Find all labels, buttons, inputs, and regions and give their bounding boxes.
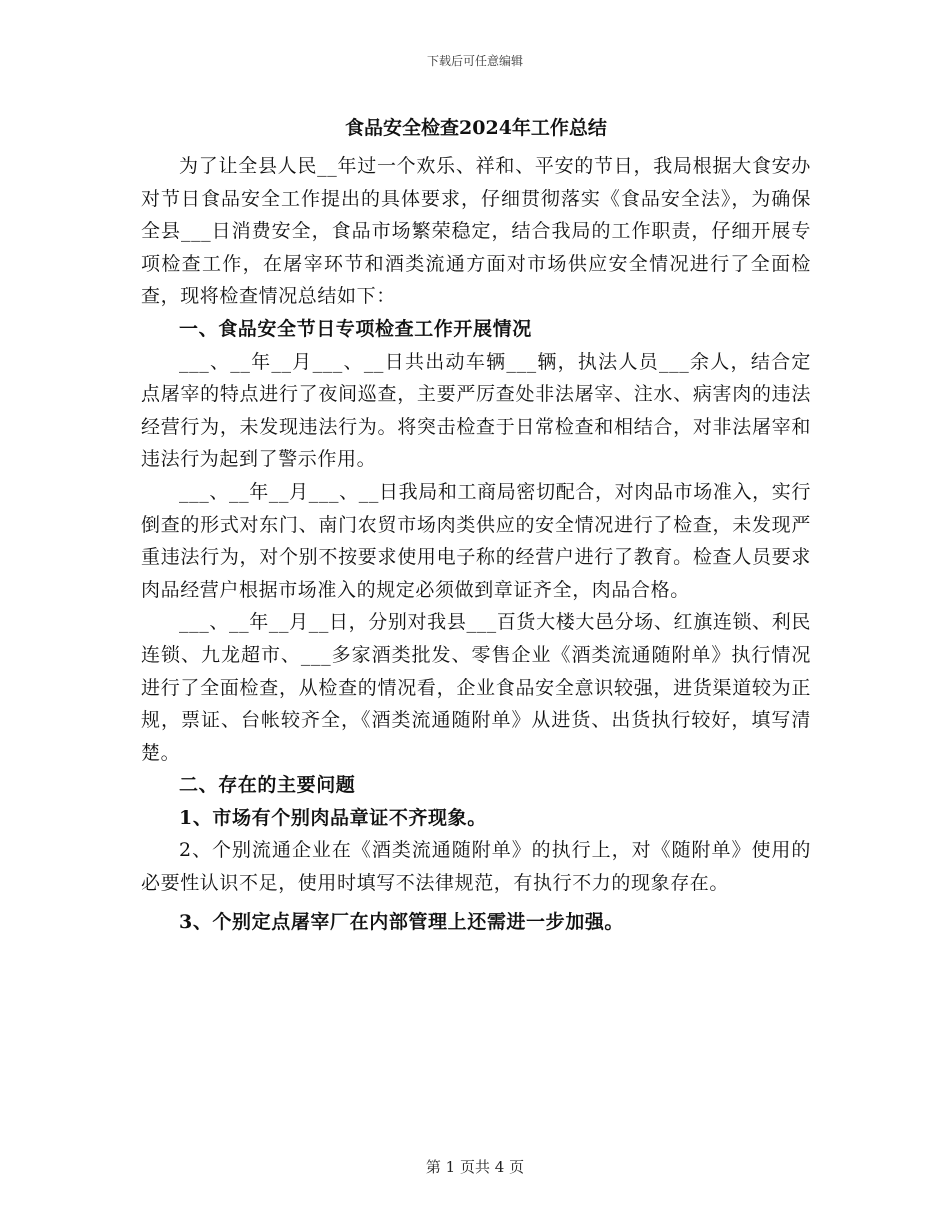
issue-2: 2、个别流通企业在《酒类流通随附单》的执行上，对《随附单》使用的必要性认识不足，使用时填写不法律规范，有执行不力的现象存在。: [141, 839, 811, 895]
intro-paragraph: 为了让全县人民__年过一个欢乐、祥和、平安的节日，我局根据大食安办对节日食品安全工作提出的具体要求，仔细贯彻落实《食品安全法》，为确保全县___日消费安全，食品市场繁荣稳定，结合我局的工作职责，仔细开展专项检查工作，在屠宰环节和酒类流通方面对市场供应安全情况进行了全面检查，现将检查情况总结如下：: [141, 155, 811, 308]
section-1-paragraph-3: ___、__年__月__日，分别对我县___百货大楼大邑分场、红旗连锁、利民连锁、九龙超市、___多家酒类批发、零售企业《酒类流通随附单》执行情况进行了全面检查，从检查的情况看，企业食品安全意识较强，进货渠道较为正规，票证、台帐较齐全，《酒类流通随附单》从进货、出货执行较好，填写清楚。: [141, 611, 811, 764]
issue-1: 1、市场有个别肉品章证不齐现象。: [179, 806, 487, 829]
document-body: [141, 112, 811, 938]
section-1-heading: 一、食品安全节日专项检查工作开展情况: [179, 317, 532, 340]
section-1-paragraph-2: ___、__年__月___、__日我局和工商局密切配合，对肉品市场准入，实行倒查的形式对东门、南门农贸市场肉类供应的安全情况进行了检查，未发现严重违法行为，对个别不按要求使用电子称的经营户进行了教育。检查人员要求肉品经营户根据市场准入的规定必须做到章证齐全，肉品合格。: [141, 480, 811, 601]
page-header: 下载后可任意编辑: [426, 54, 523, 68]
issue-3: 3、个别定点屠宰厂在内部管理上还需进一步加强。: [179, 910, 625, 933]
page-footer: 第 1 页共 4 页: [425, 1158, 525, 1176]
section-1-paragraph-1: ___、__年__月___、__日共出动车辆___辆，执法人员___余人，结合定点屠宰的特点进行了夜间巡查，主要严厉查处非法屠宰、注水、病害肉的违法经营行为，未发现违法行为。将突击检查于日常检查和相结合，对非法屠宰和违法行为起到了警示作用。: [141, 350, 811, 471]
document-title: 食品安全检查2024年工作总结: [345, 117, 607, 139]
section-2-heading: 二、存在的主要问题: [179, 774, 356, 797]
